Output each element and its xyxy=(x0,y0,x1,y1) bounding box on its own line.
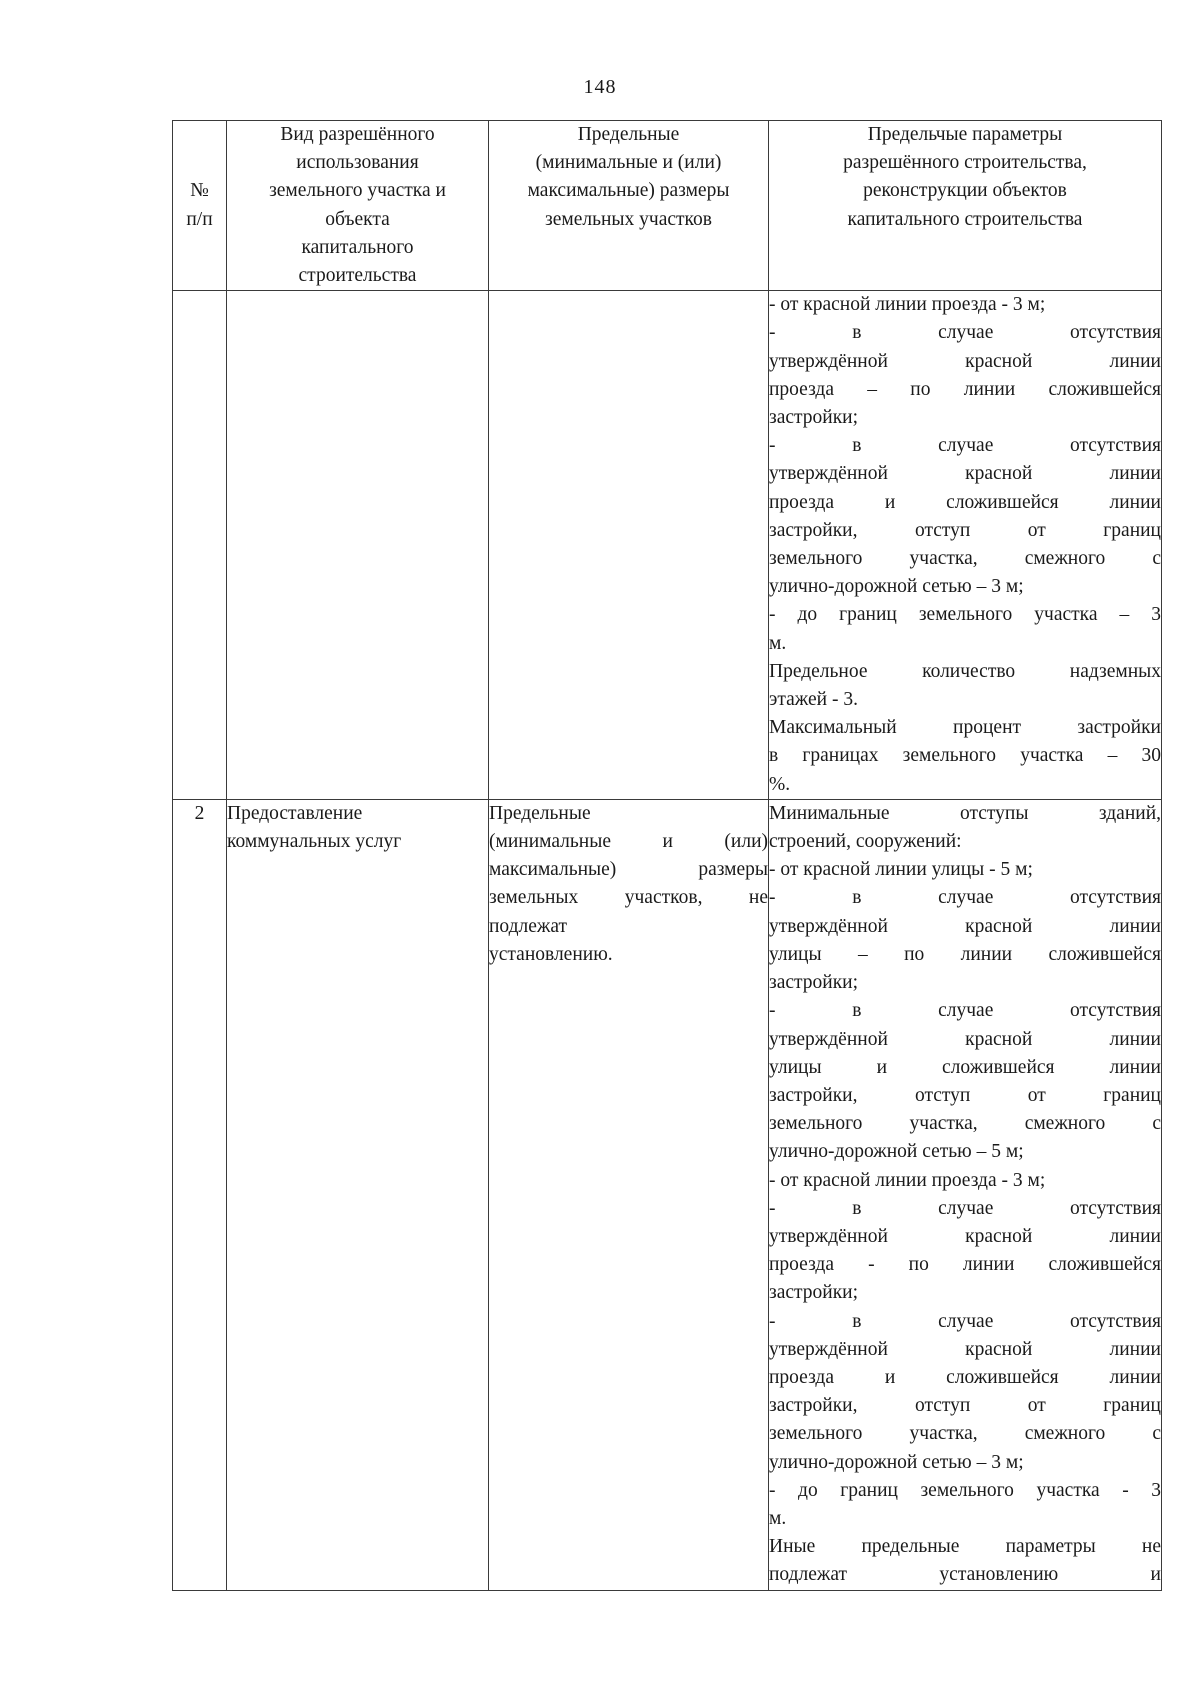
parameter-line: застройки, отступ от границ xyxy=(769,1395,1161,1417)
header-construction-parameters-line: капитального строительства xyxy=(847,208,1083,230)
plot-sizes-line: подлежат xyxy=(489,915,568,937)
parameter-line: - от красной линии улицы - 5 м; xyxy=(769,859,1033,881)
parameter-line: - в случае отсутствия xyxy=(769,1310,1161,1332)
plot-sizes-cell xyxy=(489,799,769,1590)
parameter-line: - в случае отсутствия xyxy=(769,435,1161,457)
header-permitted-use-line: использования xyxy=(296,152,419,174)
parameter-line: - в случае отсутствия xyxy=(769,1197,1161,1219)
parameter-line: м. xyxy=(769,1507,787,1529)
table-row xyxy=(173,291,1162,800)
construction-parameters-cell xyxy=(769,291,1162,800)
header-permitted-use-line: объекта xyxy=(325,208,390,230)
parameter-line: застройки, отступ от границ xyxy=(769,519,1161,541)
parameter-line: проезда – по линии сложившейся xyxy=(769,378,1161,400)
header-permitted-use-line: Вид разрешённого xyxy=(280,124,435,145)
parameter-line: Максимальный процент застройки xyxy=(769,717,1161,739)
header-number-line: № xyxy=(190,180,209,202)
permitted-use-cell xyxy=(227,291,489,800)
parameter-line: этажей - 3. xyxy=(769,689,858,711)
parameter-line: утверждённой красной линии xyxy=(769,1028,1161,1050)
plot-sizes-line: максимальные) размеры xyxy=(489,859,768,881)
header-permitted-use-line: строительства xyxy=(298,265,417,287)
parameter-line: улицы и сложившейся линии xyxy=(769,1056,1161,1078)
parameter-line: улично-дорожной сетью – 5 м; xyxy=(769,1141,1024,1163)
parameter-line: - от красной линии проезда - 3 м; xyxy=(769,1169,1046,1191)
header-plot-sizes-line: максимальные) размеры xyxy=(527,180,730,202)
header-construction-parameters-line: разрешённого строительства, xyxy=(843,152,1087,174)
permitted-use-line: Предоставление xyxy=(227,802,363,824)
header-number-line: п/п xyxy=(186,208,213,230)
parameter-line: земельного участка, смежного с xyxy=(769,1113,1161,1135)
parameter-line: застройки; xyxy=(769,407,859,429)
parameter-line: утверждённой красной линии xyxy=(769,350,1161,372)
parameter-line: застройки, отступ от границ xyxy=(769,1084,1161,1106)
header-permitted-use-line: капитального xyxy=(301,236,414,258)
table-row xyxy=(173,799,1162,1590)
parameter-line: - до границ земельного участка - 3 xyxy=(769,1479,1161,1501)
parameter-line: проезда - по линии сложившейся xyxy=(769,1254,1161,1276)
parameter-line: м. xyxy=(769,632,787,654)
header-plot-sizes-line: земельных участков xyxy=(545,208,712,230)
header-plot-sizes xyxy=(489,121,769,291)
parameter-line: утверждённой красной линии xyxy=(769,1338,1161,1360)
header-construction-parameters-line: Предельчые параметры xyxy=(867,124,1063,145)
row-number-cell: 2 xyxy=(173,799,227,1590)
parameter-line: застройки; xyxy=(769,972,859,994)
parameter-line: застройки; xyxy=(769,1282,859,1304)
parameter-line: - до границ земельного участка – 3 xyxy=(769,604,1161,626)
parameter-line: подлежат установлению и xyxy=(769,1564,1161,1586)
construction-parameters-cell xyxy=(769,799,1162,1590)
header-permitted-use xyxy=(227,121,489,291)
parameter-line: - в случае отсутствия xyxy=(769,887,1161,909)
parameter-line: Минимальные отступы зданий, xyxy=(769,802,1161,824)
parameter-line: - от красной линии проезда - 3 м; xyxy=(769,294,1046,316)
plot-sizes-line: Предельные xyxy=(489,802,591,824)
parameter-line: проезда и сложившейся линии xyxy=(769,1366,1161,1388)
parameter-line: улично-дорожной сетью – 3 м; xyxy=(769,576,1024,598)
header-construction-parameters xyxy=(769,121,1162,291)
parameter-line: - в случае отсутствия xyxy=(769,1000,1161,1022)
header-plot-sizes-line: (минимальные и (или) xyxy=(535,152,722,174)
plot-sizes-line: (минимальные и (или) xyxy=(489,831,768,853)
permitted-use-cell xyxy=(227,799,489,1590)
permitted-use-line: коммунальных услуг xyxy=(227,831,402,853)
header-construction-parameters-line: реконструкции объектов xyxy=(863,180,1067,202)
parameter-line: %. xyxy=(769,773,791,795)
table-header-row xyxy=(173,121,1162,291)
parameter-line: Иные предельные параметры не xyxy=(769,1536,1161,1558)
parameter-line: земельного участка, смежного с xyxy=(769,1423,1161,1445)
header-permitted-use-line: земельного участка и xyxy=(269,180,446,202)
plot-sizes-line: установлению. xyxy=(489,943,613,965)
parameter-line: земельного участка, смежного с xyxy=(769,548,1161,570)
row-number-cell xyxy=(173,291,227,800)
parameter-line: улично-дорожной сетью – 3 м; xyxy=(769,1451,1024,1473)
parameter-line: Предельное количество надземных xyxy=(769,660,1161,682)
parameter-line: - в случае отсутствия xyxy=(769,322,1161,344)
plot-sizes-cell xyxy=(489,291,769,800)
parameter-line: улицы – по линии сложившейся xyxy=(769,943,1161,965)
parameter-line: утверждённой красной линии xyxy=(769,915,1161,937)
parameter-line: утверждённой красной линии xyxy=(769,1225,1161,1247)
plot-sizes-line: земельных участков, не xyxy=(489,887,768,909)
header-plot-sizes-line: Предельные xyxy=(577,124,680,145)
page-number: 148 xyxy=(583,76,617,98)
parameter-line: утверждённой красной линии xyxy=(769,463,1161,485)
parameter-line: проезда и сложившейся линии xyxy=(769,491,1161,513)
regulations-table xyxy=(172,120,1162,1591)
parameter-line: строений, сооружений: xyxy=(769,831,962,853)
parameter-line: в границах земельного участка – 30 xyxy=(769,745,1161,767)
header-number xyxy=(173,121,227,291)
